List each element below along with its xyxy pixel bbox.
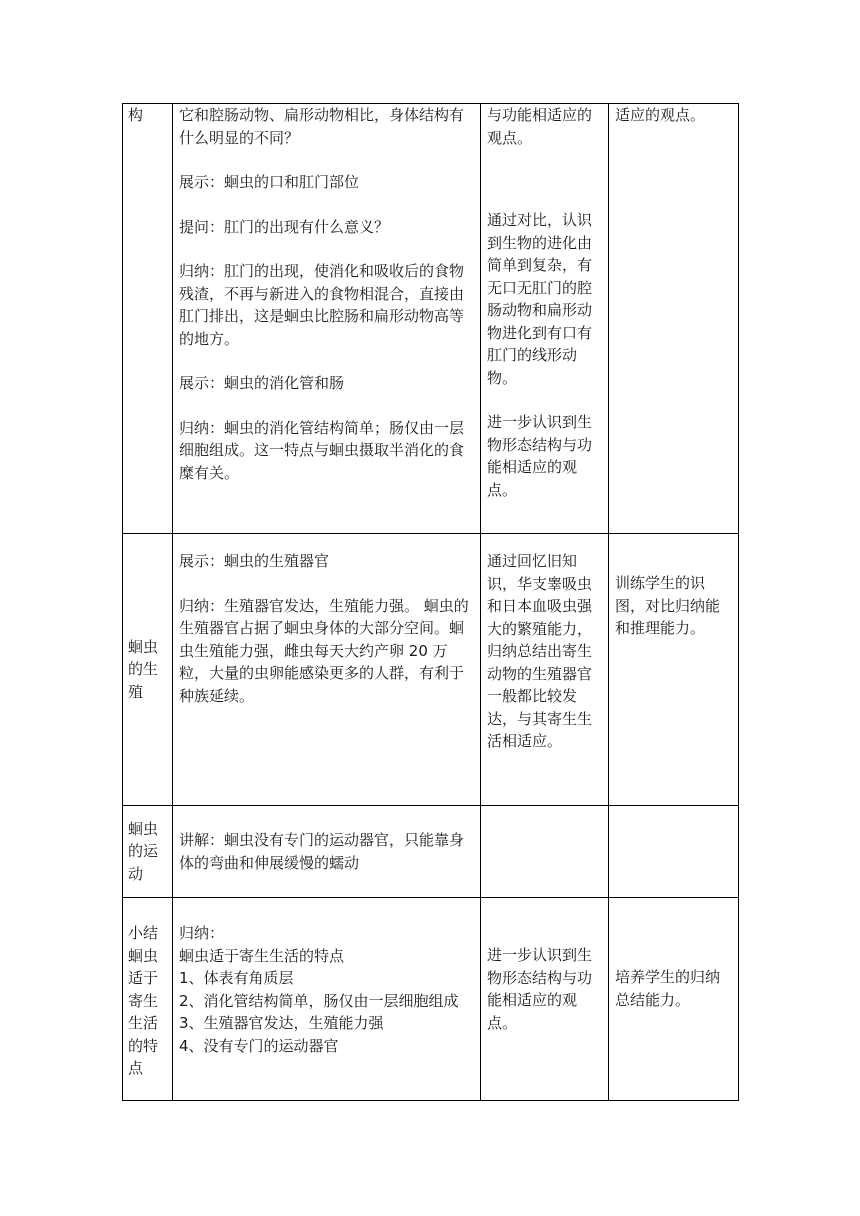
activity-text: 它和腔肠动物、扁形动物相比，身体结构有什么明显的不同？ [179, 106, 465, 147]
activity-text: 归纳：蛔虫的消化管结构简单；肠仅由一层细胞组成。这一特点与蛔虫摄取半消化的食糜有关。 [179, 418, 465, 482]
design-purpose-cell [481, 104, 609, 534]
topic-cell [123, 534, 173, 806]
topic-text: 构 [128, 106, 144, 124]
lesson-plan-table [122, 103, 739, 1101]
activity-text: 展示：蛔虫的口和肛门部位 [179, 173, 360, 191]
goal-text: 适应的观点。 [615, 106, 706, 124]
activity-text: 归纳： [179, 924, 225, 942]
topic-text: 蛔虫的运动 [128, 819, 159, 883]
table-row [123, 898, 739, 1101]
goal-cell [609, 898, 739, 1101]
purpose-text: 通过回忆旧知识，华支睾吸虫和日本血吸虫强大的繁殖能力，归纳总结出寄生动物的生殖器官一般都比较发达，与其寄生生活相适应。 [487, 552, 593, 750]
teacher-activity-cell [173, 898, 481, 1101]
activity-text: 讲解：蛔虫没有专门的运动器官，只能靠身体的弯曲和伸展缓慢的蠕动 [179, 831, 465, 872]
activity-text: 展示：蛔虫的消化管和肠 [179, 374, 345, 392]
activity-text: 归纳：肛门的出现，使消化和吸收后的食物残渣，不再与新进入的食物相混合，直接由肛门排出，这是蛔虫比腔肠和扁形动物高等的地方。 [179, 262, 465, 348]
design-purpose-cell [481, 898, 609, 1101]
design-purpose-cell [481, 534, 609, 806]
topic-cell [123, 104, 173, 534]
teacher-activity-cell [173, 534, 481, 806]
activity-text: 1、体表有角质层 [179, 969, 294, 987]
activity-text: 提问：肛门的出现有什么意义？ [179, 217, 390, 236]
goal-cell [609, 534, 739, 806]
activity-text: 展示：蛔虫的生殖器官 [179, 552, 330, 570]
topic-cell [123, 898, 173, 1101]
activity-text: 归纳：生殖器官发达，生殖能力强。 蛔虫的生殖器官占据了蛔虫身体的大部分空间。蛔虫生殖能力强，雌虫每天大约产卵 20 万粒，大量的虫卵能感染更多的人群，有利于种族延续。 [179, 596, 469, 705]
goal-cell [609, 104, 739, 534]
purpose-text: 进一步认识到生物形态结构与功能相适应的观点。 [487, 413, 593, 499]
activity-text: 2、消化管结构简单，肠仅由一层细胞组成 [179, 991, 459, 1010]
topic-cell [123, 806, 173, 898]
activity-text: 蛔虫适于寄生生活的特点 [179, 946, 345, 965]
design-purpose-cell [481, 806, 609, 898]
goal-text: 培养学生的归纳总结能力。 [615, 968, 721, 1009]
activity-text: 4、没有专门的运动器官 [179, 1036, 339, 1055]
goal-text: 训练学生的识图，对比归纳能和推理能力。 [615, 574, 721, 637]
table-row [123, 806, 739, 898]
teacher-activity-cell [173, 104, 481, 534]
purpose-text: 通过对比，认识到生物的进化由简单到复杂，有无口无肛门的腔肠动物和扁形动物进化到有口有肛门的线形动物。 [487, 211, 593, 387]
table-row [123, 534, 739, 806]
topic-text: 小结蛔虫适于寄生生活的特点 [128, 924, 159, 1077]
teacher-activity-cell [173, 806, 481, 898]
topic-text: 蛔虫的生殖 [128, 637, 159, 701]
purpose-text: 进一步认识到生物形态结构与功能相适应的观点。 [487, 946, 593, 1032]
purpose-text: 与功能相适应的观点。 [487, 106, 593, 147]
table-row [123, 104, 739, 534]
activity-text: 3、生殖器官发达，生殖能力强 [179, 1014, 384, 1032]
goal-cell [609, 806, 739, 898]
